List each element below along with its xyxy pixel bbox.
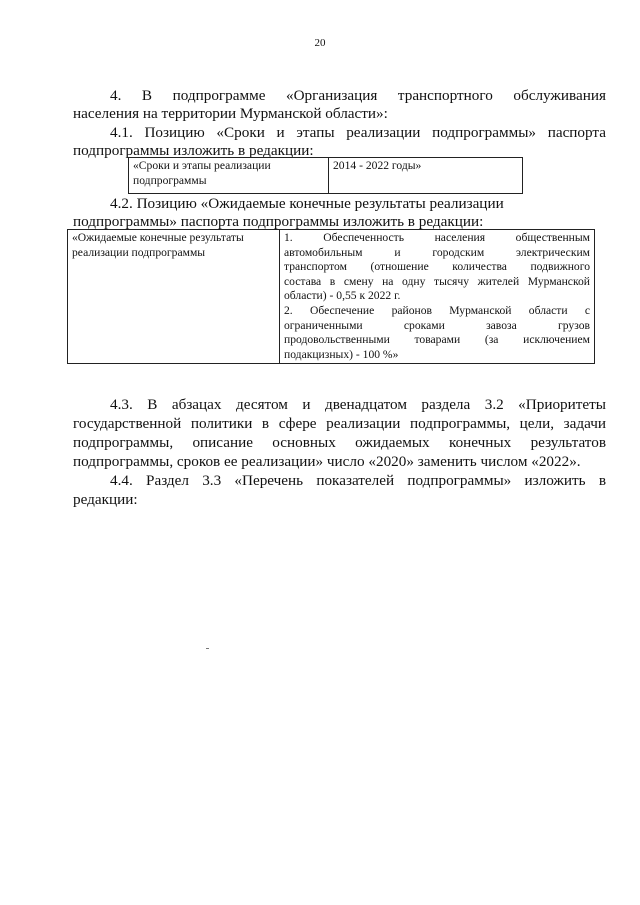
timeline-label-cell: «Сроки и этапы реализации подпрограммы [129,158,329,194]
page-number: 20 [314,37,326,49]
section-4-3-line-1: 4.3. В абзацах десятом и двенадцатом раздела 3.2 «Приоритеты [110,396,606,413]
result-item-2-line-3: продовольственными товарами (за исключением [284,333,590,347]
scan-mark [206,648,209,649]
result-item-1-line-4: состава в смену на одну тысячу жителей Мурманской [284,274,590,288]
section-4-line-2: населения на территории Мурманской области»: [73,105,388,122]
timeline-table [128,157,523,194]
result-item-1-line-2: автомобильным и городским электрическим [284,245,590,259]
section-4-line-1: 4. В подпрограмме «Организация транспортного обслуживания [110,87,606,104]
result-item-2-line-1: 2. Обеспечение районов Мурманской области с [284,303,590,317]
results-value-cell [280,230,595,364]
expected-results-table [67,229,595,364]
timeline-value-cell: 2014 - 2022 годы» [329,158,523,194]
section-4-3-line-4: подпрограммы, сроков ее реализации» число «2020» заменить числом «2022». [73,453,581,470]
section-4-1-line-1: 4.1. Позицию «Сроки и этапы реализации подпрограммы» паспорта [110,124,606,141]
section-4-4-line-1: 4.4. Раздел 3.3 «Перечень показателей подпрограммы» изложить в [110,472,606,489]
result-item-2-line-4: подакцизных) - 100 %» [284,347,399,361]
section-4-3-line-3: подпрограммы, описание основных ожидаемых конечных результатов [73,434,606,451]
section-4-3-line-2: государственной политики в сфере реализации подпрограммы, цели, задачи [73,415,606,432]
section-4-2-line-1: 4.2. Позицию «Ожидаемые конечные результаты реализации [110,195,504,212]
section-4-2-line-2: подпрограммы» паспорта подпрограммы изложить в редакции: [73,213,484,230]
result-item-1-line-1: 1. Обеспеченность населения общественным [284,231,590,244]
section-4-4-line-2: редакции: [73,491,138,508]
result-item-1-line-3: транспортом (отношение количества подвижного [284,260,590,274]
result-item-2-line-2: ограниченными сроками завоза грузов [284,318,590,332]
results-label-cell: «Ожидаемые конечные результаты реализации подпрограммы [68,230,280,364]
section-4-1-line-2: подпрограммы изложить в редакции: [73,142,314,159]
result-item-1-line-5: области) - 0,55 к 2022 г. [284,289,401,303]
